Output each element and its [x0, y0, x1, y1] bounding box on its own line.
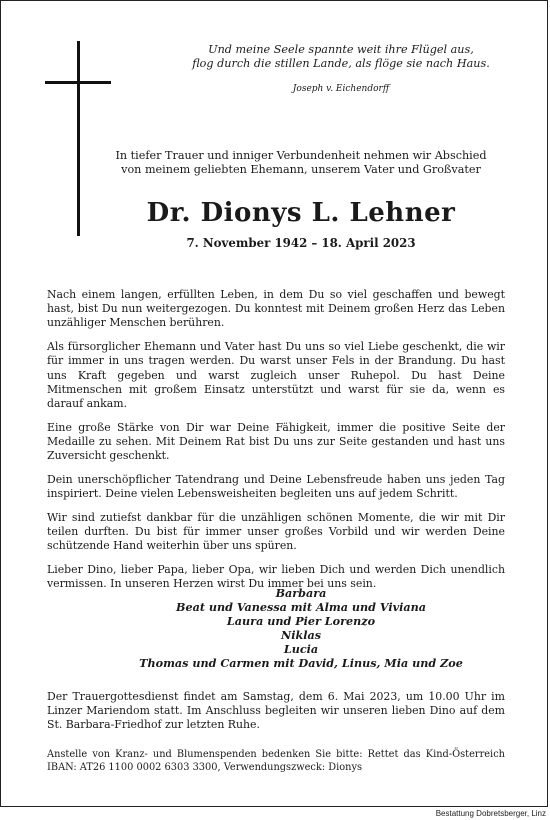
family-member: Thomas und Carmen mit David, Linus, Mia und Zoe [139, 656, 463, 670]
intro-line: von meinem geliebten Ehemann, unserem Vater und Großvater [121, 163, 481, 176]
quote-author: Joseph v. Eichendorff [292, 84, 390, 94]
family-member: Beat und Vanessa mit Alma und Viviana [176, 600, 426, 614]
family-member: Laura und Pier Lorenzo [226, 614, 376, 628]
eulogy-paragraph: Als fürsorglicher Ehemann und Vater hast Du uns so viel Liebe geschenkt, die wir für immer in uns tragen werden. Du warst unser Fels in der Brandung. Du hast uns Kraft gegeben und warst zugleich unser Ruhepol. Du hast Deine Mitmenschen mit großem Einsatz unterstützt und warst für sie da, wenn es darauf ankam. [47, 340, 505, 410]
family-signatures [51, 586, 550, 670]
family-member: Niklas [280, 628, 322, 642]
quote-line: flog durch die stillen Lande, als flöge sie nach Haus. [192, 57, 490, 70]
family-member: Lucia [283, 642, 319, 656]
eulogy-paragraph: Eine große Stärke von Dir war Deine Fähigkeit, immer die positive Seite der Medaille zu sehen. Mit Deinem Rat bist Du uns zur Seite gestanden und hast uns Zuversicht geschenkt. [47, 420, 505, 463]
intro-text [101, 149, 501, 177]
quote-line: Und meine Seele spannte weit ihre Flügel aus, [208, 43, 474, 56]
eulogy-paragraph: Lieber Dino, lieber Papa, lieber Opa, wir lieben Dich und werden Dich unendlich vermissen. In unseren Herzen wirst Du immer bei uns sein. [47, 562, 505, 590]
eulogy-paragraph: Nach einem langen, erfüllten Leben, in dem Du so viel geschaffen und bewegt hast, bist Du nun weitergezogen. Du konntest mit Deinem großen Herz das Leben unzähliger Menschen berühren. [47, 288, 505, 330]
eulogy-paragraph: Wir sind zutiefst dankbar für die unzähligen schönen Momente, die wir mit Dir teilen durften. Du bist für immer unser großes Vorbild und wir werden Deine schützende Hand weiterhin über uns spüren. [47, 510, 505, 553]
eulogy-paragraph: Dein unerschöpflicher Tatendrang und Deine Lebensfreude haben uns jeden Tag inspiriert. Deine vielen Lebensweisheiten begleiten uns auf jedem Schritt. [47, 472, 505, 500]
poem-quote [141, 43, 541, 71]
eulogy-text [47, 288, 505, 601]
life-dates: 7. November 1942 – 18. April 2023 [186, 236, 416, 250]
family-member: Barbara [275, 586, 327, 600]
cross-icon-bar [45, 81, 111, 84]
intro-line: In tiefer Trauer und inniger Verbundenheit nehmen wir Abschied [115, 149, 487, 162]
deceased-name: Dr. Dionys L. Lehner [146, 198, 456, 228]
funeral-home-credit: Bestattung Dobretsberger, Linz [435, 809, 546, 818]
donation-info: Anstelle von Kranz- und Blumenspenden bedenken Sie bitte: Rettet das Kind-Österreich IBAN: AT26 1100 0002 6303 3300, Verwendungszweck: Dionys [47, 749, 505, 773]
funeral-service-info: Der Trauergottesdienst findet am Samstag, dem 6. Mai 2023, um 10.00 Uhr im Linzer Mariendom statt. Im Anschluss begleiten wir unseren lieben Dino auf dem St. Barbara-Friedhof zur letzten Ruhe. [47, 690, 505, 732]
